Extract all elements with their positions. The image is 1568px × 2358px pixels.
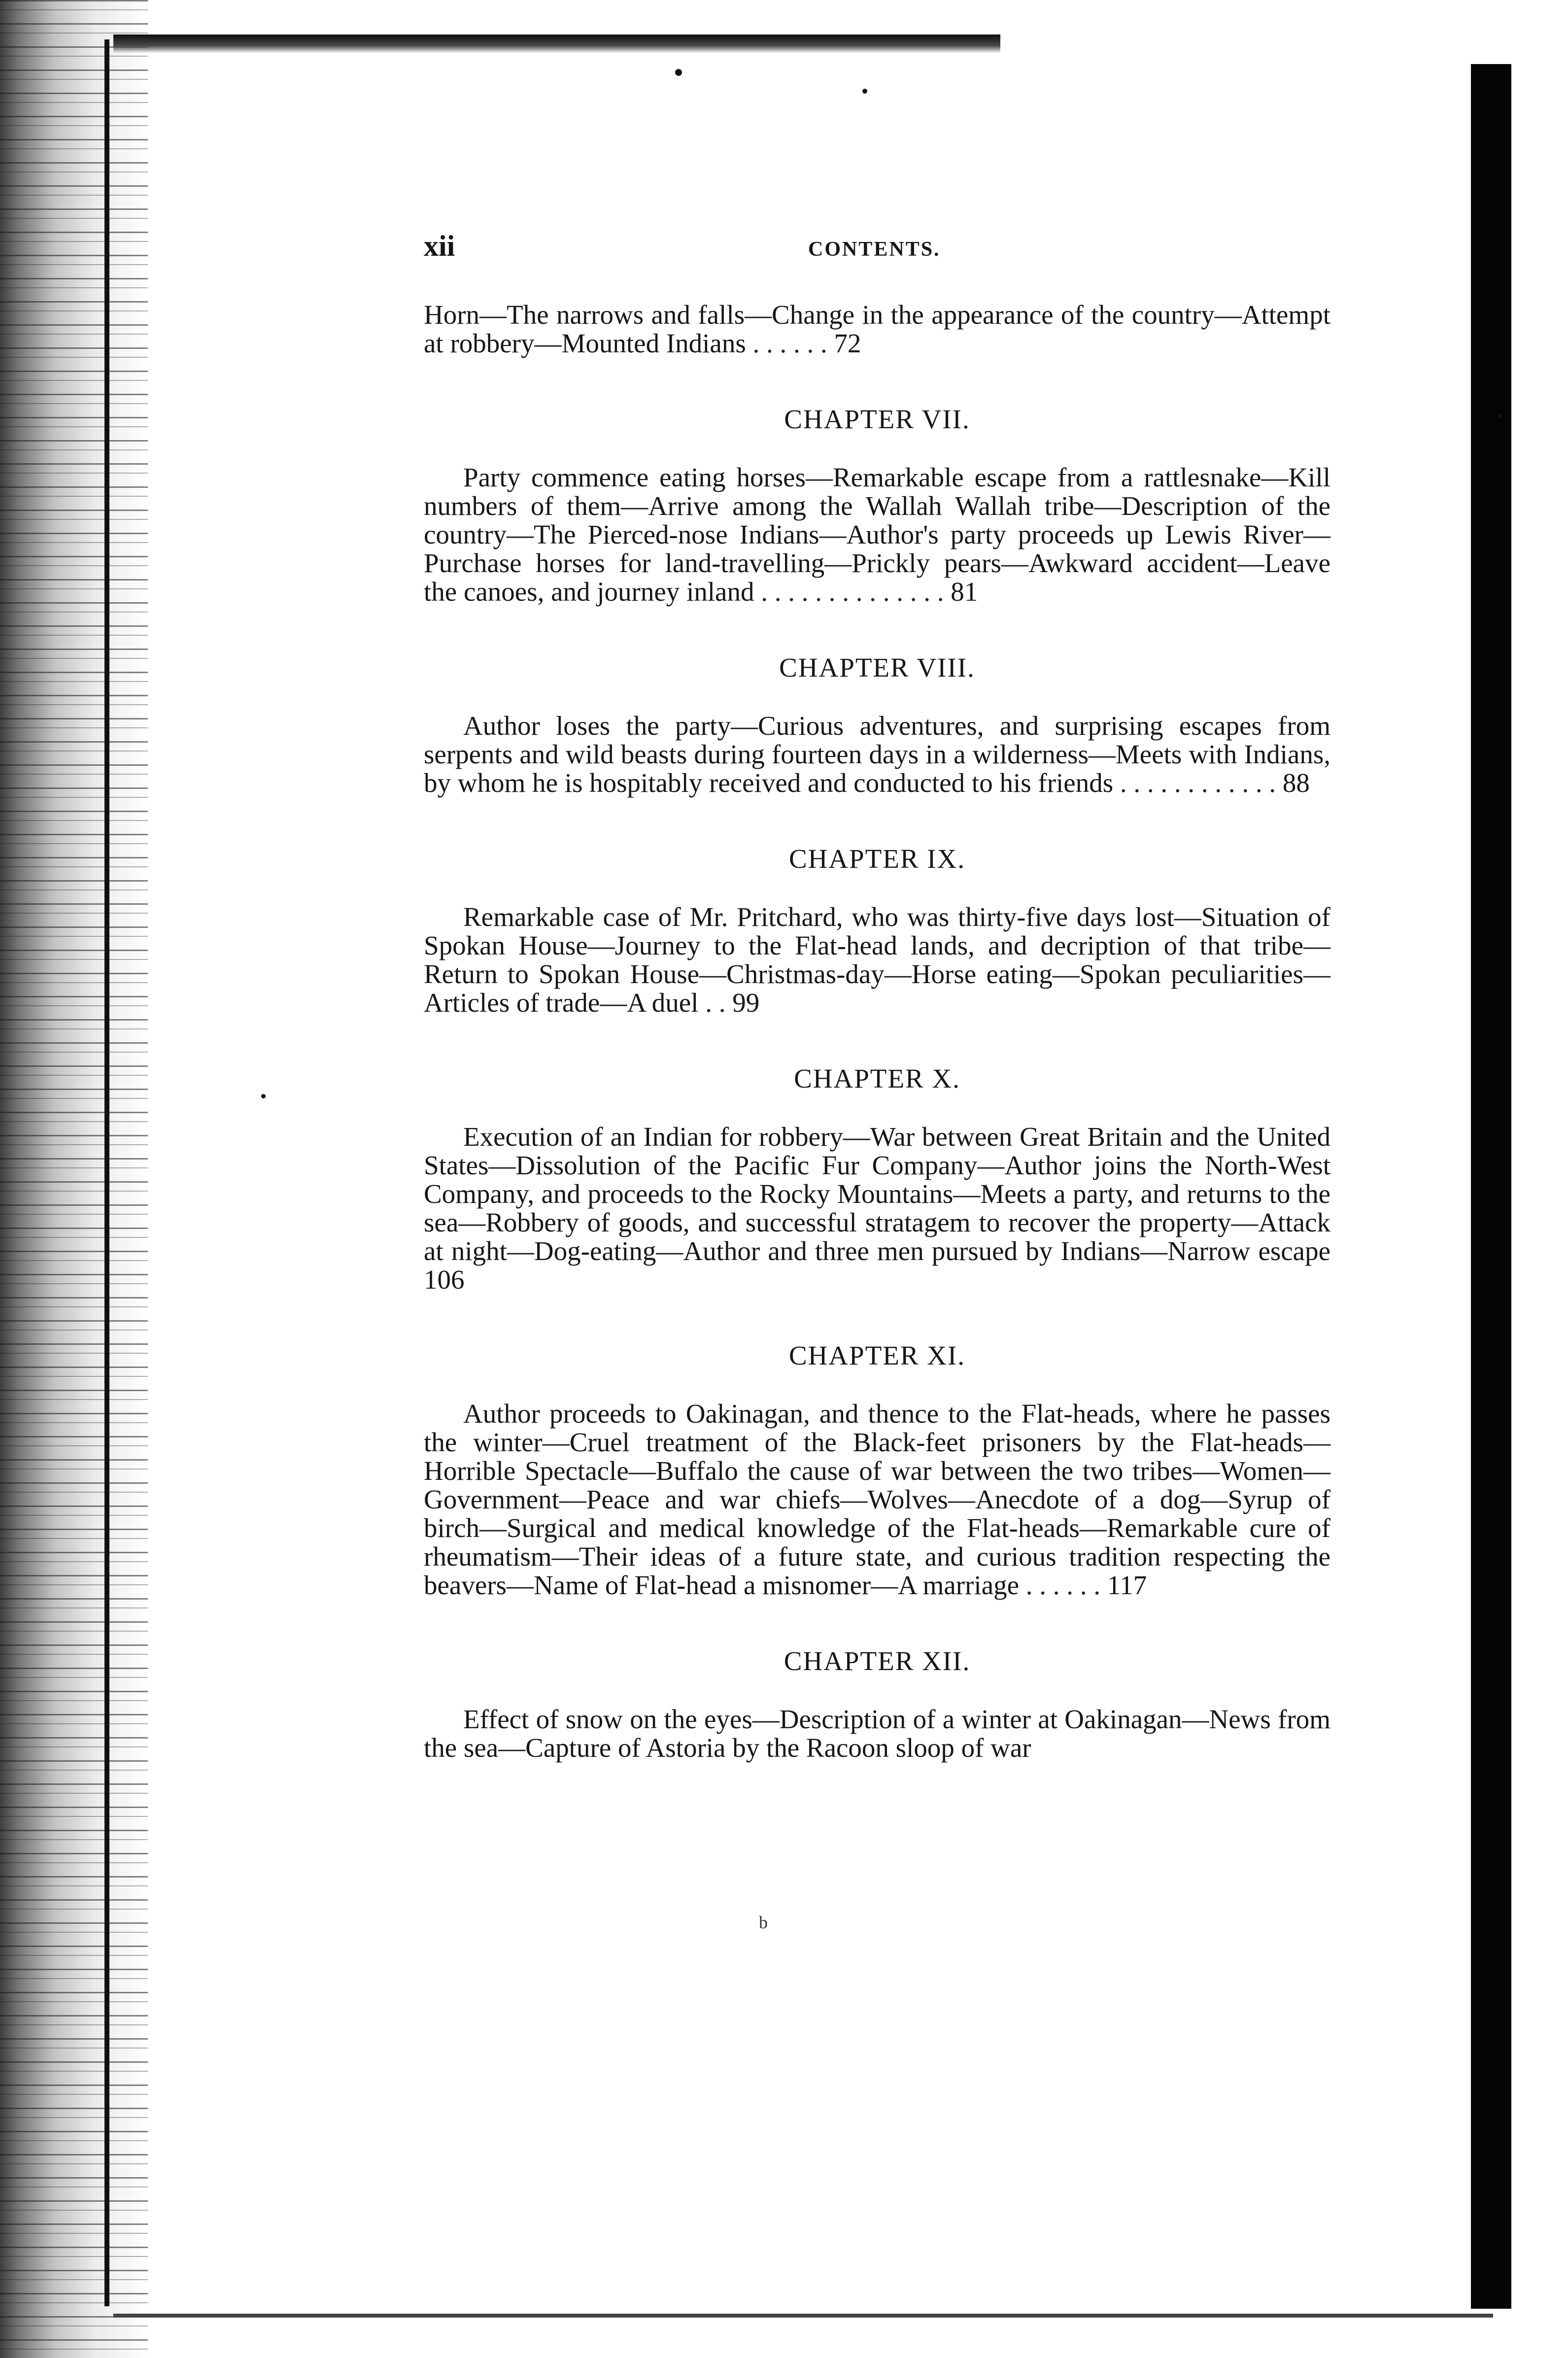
page-folio: xii	[424, 230, 455, 262]
dot-leaders: . .	[705, 988, 733, 1018]
chapter-page-number: 117	[1107, 1570, 1147, 1600]
chapter-summary	[424, 712, 1330, 797]
chapter-summary-text: Remarkable case of Mr. Pritchard, who was thirty-five days lost—Situation of Spokan House—Journey to the Flat-head lands, and decription of that tribe—Return to Spokan House—Christmas-day—Horse eating—Spokan peculiarities—Articles of trade—A duel	[424, 902, 1330, 1018]
page-right-edge-bar	[1471, 64, 1511, 2309]
dot-leaders: . . . . . .	[1025, 1570, 1107, 1600]
chapter-entry	[424, 1647, 1330, 1762]
chapter-summary-text: Author proceeds to Oakinagan, and thence to the Flat-heads, where he passes the winter—Cruel treatment of the Black-feet prisoners by the Flat-heads—Horrible Spectacle—Buffalo the cause of war between the two tribes—Women—Government—Peace and war chiefs—Wolves—Anecdote of a dog—Syrup of birch—Surgical and medical knowledge of the Flat-heads—Remarkable cure of rheumatism—Their ideas of a future state, and curious tradition respecting the beavers—Name of Flat-head a misnomer—A marriage	[424, 1399, 1330, 1600]
chapter-summary	[424, 463, 1330, 606]
chapter-entry	[424, 405, 1330, 606]
chapter-entry	[424, 1341, 1330, 1600]
dot-leaders: . . . . . . . . . . . . . .	[761, 577, 951, 607]
scan-speck	[1498, 414, 1502, 418]
binding-gutter	[0, 0, 148, 2358]
dot-leaders: . . . . . . . . . . . .	[1120, 768, 1283, 798]
chapter-summary-text: Execution of an Indian for robbery—War between Great Britain and the United States—Dissolution of the Pacific Fur Company—Author joins the North-West Company, and proceeds to the Rocky Mountains—Meets a party, and returns to the sea—Robbery of goods, and successful stratagem to recover the property—Attack at night—Dog-eating—Author and three men pursued by Indians—Narrow escape	[424, 1122, 1330, 1266]
running-header	[424, 232, 1330, 266]
chapter-heading: CHAPTER VII.	[784, 404, 970, 434]
scan-speck	[675, 69, 682, 76]
dot-leaders: . . . . . .	[752, 328, 834, 358]
binding-edge-line	[104, 39, 109, 2306]
chapter-summary	[424, 1400, 1330, 1600]
scan-speck	[261, 1094, 266, 1098]
running-title: CONTENTS.	[808, 238, 941, 261]
chapter-page-number: 88	[1282, 768, 1310, 798]
chapter-page-number: 81	[951, 577, 978, 607]
printer-signature-mark: b	[759, 1913, 768, 1932]
chapter-summary	[424, 903, 1330, 1017]
chapter-page-number: 99	[732, 988, 760, 1018]
chapter-heading: CHAPTER XII.	[784, 1646, 971, 1676]
contents-page	[424, 232, 1330, 1762]
chapter-entry	[424, 845, 1330, 1017]
page-top-edge	[113, 34, 1000, 53]
chapter-entry	[424, 653, 1330, 797]
chapter-page-number: 106	[424, 1264, 465, 1295]
chapter-summary-text: Effect of snow on the eyes—Description of a winter at Oakinagan—News from the sea—Capture of Astoria by the Racoon sloop of war	[424, 1704, 1330, 1763]
continued-page-number: 72	[834, 328, 861, 358]
chapter-summary	[424, 1705, 1330, 1762]
chapter-heading: CHAPTER VIII.	[779, 652, 975, 683]
chapter-heading: CHAPTER IX.	[788, 844, 966, 874]
chapter-heading: CHAPTER XI.	[788, 1340, 966, 1370]
page-bottom-edge	[113, 2314, 1493, 2318]
continued-summary-text: Horn—The narrows and falls—Change in the appearance of the country—Attempt at robbery—Mounted Indians	[424, 300, 1330, 358]
chapter-summary	[424, 1123, 1330, 1294]
continued-entry	[424, 301, 1330, 358]
scan-speck	[862, 89, 867, 94]
chapter-entry	[424, 1064, 1330, 1294]
chapter-heading: CHAPTER X.	[794, 1063, 960, 1094]
chapter-summary-text: Party commence eating horses—Remarkable escape from a rattlesnake—Kill numbers of them—Arrive among the Wallah Wallah tribe—Description of the country—The Pierced-nose Indians—Author's party proceeds up Lewis River—Purchase horses for land-travelling—Prickly pears—Awkward accident—Leave the canoes, and journey inland	[424, 462, 1330, 607]
chapter-summary-text: Author loses the party—Curious adventures, and surprising escapes from serpents and wild beasts during fourteen days in a wilderness—Meets with Indians, by whom he is hospitably received and conducted to his friends	[424, 711, 1330, 798]
continued-summary	[424, 301, 1330, 358]
